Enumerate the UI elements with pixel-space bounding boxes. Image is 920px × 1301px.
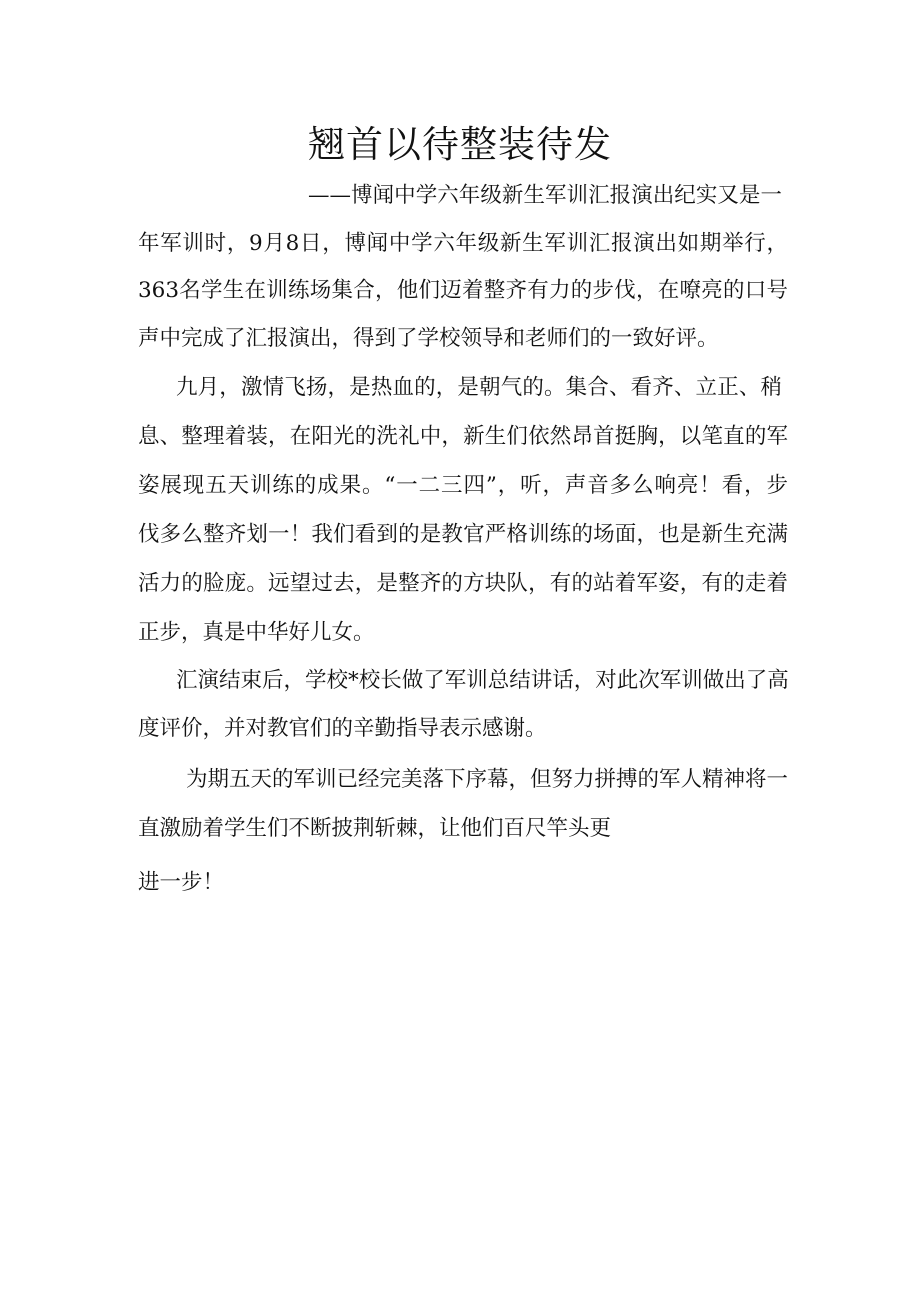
body-line: 姿展现五天训练的成果。“一二三四”，听，声音多么响亮！看，步 bbox=[138, 473, 788, 498]
subtitle-line: ——博闻中学六年级新生军训汇报演出纪实又是一 bbox=[308, 183, 782, 208]
body-line: 正步，真是中华好儿女。 bbox=[138, 620, 375, 645]
paragraph-first-line: 九月，激情飞扬，是热血的，是朝气的。集合、看齐、立正、稍 bbox=[176, 375, 782, 400]
body-line: 度评价，并对教官们的辛勤指导表示感谢。 bbox=[138, 716, 547, 741]
body-line: 进一步！ bbox=[138, 870, 225, 895]
body-line: 363名学生在训练场集合，他们迈着整齐有力的步伐，在嘹亮的口号 bbox=[138, 278, 788, 303]
paragraph-first-line: 为期五天的军训已经完美落下序幕，但努力拼搏的军人精神将一 bbox=[186, 767, 789, 792]
body-line: 年军训时，9月8日，博闻中学六年级新生军训汇报演出如期举行， bbox=[138, 231, 788, 256]
paragraph-first-line: 汇演结束后，学校*校长做了军训总结讲话，对此次军训做出了高 bbox=[176, 668, 789, 693]
document-title: 翘首以待整装待发 bbox=[308, 123, 612, 166]
body-line: 直激励着学生们不断披荆斩棘，让他们百尺竿头更 bbox=[138, 816, 612, 841]
body-line: 息、整理着装，在阳光的洗礼中，新生们依然昂首挺胸，以笔直的军 bbox=[138, 424, 788, 449]
body-line: 活力的脸庞。远望过去，是整齐的方块队，有的站着军姿，有的走着 bbox=[138, 571, 788, 596]
body-line: 声中完成了汇报演出，得到了学校领导和老师们的一致好评。 bbox=[138, 326, 719, 351]
body-line: 伐多么整齐划一！我们看到的是教官严格训练的场面，也是新生充满 bbox=[138, 522, 788, 547]
